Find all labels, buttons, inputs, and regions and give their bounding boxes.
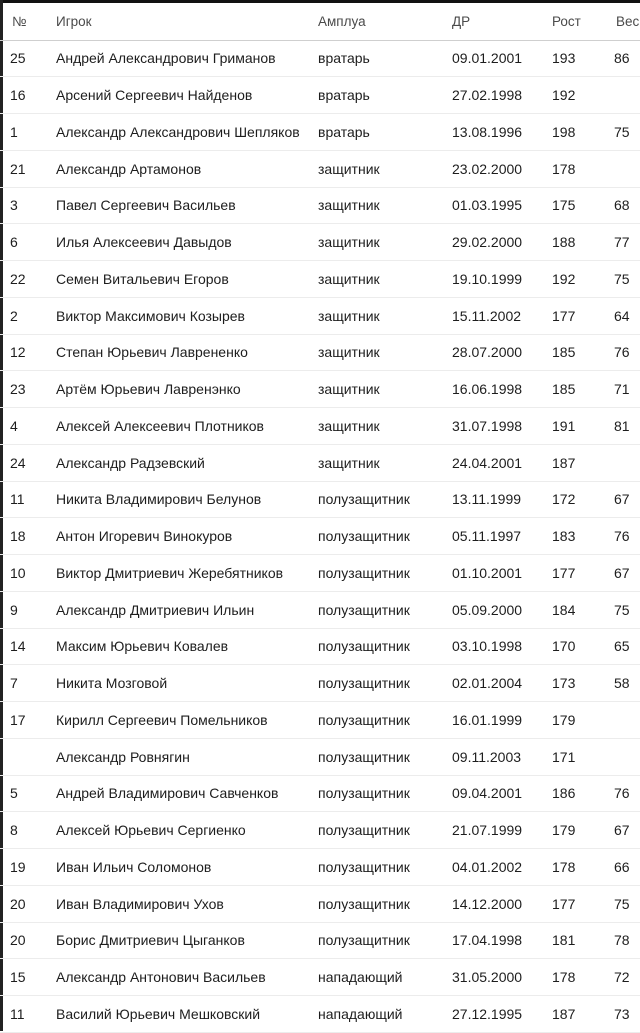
player-birth-date: 13.11.1999 xyxy=(452,481,552,518)
player-position: полузащитник xyxy=(318,555,452,592)
player-number: 14 xyxy=(0,628,56,665)
player-name: Александр Антонович Васильев xyxy=(56,959,318,996)
player-weight: 67 xyxy=(614,555,640,592)
table-row xyxy=(0,297,640,334)
player-weight xyxy=(614,150,640,187)
column-header-number: № xyxy=(0,3,56,40)
table-row xyxy=(0,775,640,812)
player-name: Иван Владимирович Ухов xyxy=(56,885,318,922)
table-row xyxy=(0,849,640,886)
player-position: полузащитник xyxy=(318,775,452,812)
player-birth-date: 29.02.2000 xyxy=(452,224,552,261)
player-name: Никита Мозговой xyxy=(56,665,318,702)
player-weight: 64 xyxy=(614,297,640,334)
table-row xyxy=(0,628,640,665)
player-birth-date: 16.01.1999 xyxy=(452,702,552,739)
player-name: Иван Ильич Соломонов xyxy=(56,849,318,886)
player-name: Арсений Сергеевич Найденов xyxy=(56,77,318,114)
player-name: Павел Сергеевич Васильев xyxy=(56,187,318,224)
player-number: 20 xyxy=(0,885,56,922)
player-height: 178 xyxy=(552,150,614,187)
player-birth-date: 28.07.2000 xyxy=(452,334,552,371)
player-birth-date: 21.07.1999 xyxy=(452,812,552,849)
player-height: 170 xyxy=(552,628,614,665)
player-position: полузащитник xyxy=(318,518,452,555)
player-birth-date: 01.10.2001 xyxy=(452,555,552,592)
column-header-birth-date: ДР xyxy=(452,3,552,40)
roster-table-body xyxy=(0,40,640,1032)
player-birth-date: 01.03.1995 xyxy=(452,187,552,224)
column-header-weight: Вес xyxy=(614,3,640,40)
player-height: 184 xyxy=(552,591,614,628)
player-number: 2 xyxy=(0,297,56,334)
player-name: Борис Дмитриевич Цыганков xyxy=(56,922,318,959)
player-number: 11 xyxy=(0,996,56,1033)
player-birth-date: 02.01.2004 xyxy=(452,665,552,702)
player-birth-date: 31.05.2000 xyxy=(452,959,552,996)
player-number: 6 xyxy=(0,224,56,261)
player-birth-date: 17.04.1998 xyxy=(452,922,552,959)
table-row xyxy=(0,481,640,518)
table-row xyxy=(0,114,640,151)
player-weight: 68 xyxy=(614,187,640,224)
player-position: нападающий xyxy=(318,959,452,996)
player-name: Андрей Александрович Гриманов xyxy=(56,40,318,77)
player-birth-date: 14.12.2000 xyxy=(452,885,552,922)
table-row xyxy=(0,371,640,408)
player-birth-date: 27.12.1995 xyxy=(452,996,552,1033)
player-number: 17 xyxy=(0,702,56,739)
table-row xyxy=(0,738,640,775)
player-name: Александр Радзевский xyxy=(56,444,318,481)
player-number: 10 xyxy=(0,555,56,592)
player-weight: 76 xyxy=(614,775,640,812)
player-position: вратарь xyxy=(318,40,452,77)
table-row xyxy=(0,150,640,187)
player-position: защитник xyxy=(318,334,452,371)
player-weight: 75 xyxy=(614,261,640,298)
player-weight: 67 xyxy=(614,481,640,518)
player-height: 179 xyxy=(552,702,614,739)
table-row xyxy=(0,518,640,555)
player-birth-date: 03.10.1998 xyxy=(452,628,552,665)
player-position: полузащитник xyxy=(318,665,452,702)
player-birth-date: 15.11.2002 xyxy=(452,297,552,334)
table-row xyxy=(0,959,640,996)
table-row xyxy=(0,334,640,371)
table-row xyxy=(0,922,640,959)
player-name: Александр Ровнягин xyxy=(56,738,318,775)
player-birth-date: 05.11.1997 xyxy=(452,518,552,555)
player-birth-date: 23.02.2000 xyxy=(452,150,552,187)
player-number: 22 xyxy=(0,261,56,298)
player-height: 181 xyxy=(552,922,614,959)
player-height: 177 xyxy=(552,555,614,592)
player-position: полузащитник xyxy=(318,628,452,665)
player-height: 185 xyxy=(552,371,614,408)
player-number: 4 xyxy=(0,408,56,445)
column-header-player: Игрок xyxy=(56,3,318,40)
player-birth-date: 09.04.2001 xyxy=(452,775,552,812)
player-name: Артём Юрьевич Лавренэнко xyxy=(56,371,318,408)
player-weight: 75 xyxy=(614,885,640,922)
player-height: 198 xyxy=(552,114,614,151)
player-position: полузащитник xyxy=(318,481,452,518)
player-name: Алексей Алексеевич Плотников xyxy=(56,408,318,445)
player-position: полузащитник xyxy=(318,922,452,959)
table-row xyxy=(0,812,640,849)
player-number: 23 xyxy=(0,371,56,408)
player-position: вратарь xyxy=(318,77,452,114)
player-number: 8 xyxy=(0,812,56,849)
player-height: 178 xyxy=(552,959,614,996)
player-position: вратарь xyxy=(318,114,452,151)
player-height: 193 xyxy=(552,40,614,77)
player-birth-date: 05.09.2000 xyxy=(452,591,552,628)
header-row xyxy=(0,3,640,40)
player-name: Андрей Владимирович Савченков xyxy=(56,775,318,812)
player-number xyxy=(0,738,56,775)
player-number: 16 xyxy=(0,77,56,114)
player-weight xyxy=(614,77,640,114)
player-birth-date: 27.02.1998 xyxy=(452,77,552,114)
table-row xyxy=(0,996,640,1033)
player-position: защитник xyxy=(318,444,452,481)
player-position: нападающий xyxy=(318,996,452,1033)
player-height: 187 xyxy=(552,996,614,1033)
player-height: 172 xyxy=(552,481,614,518)
player-number: 24 xyxy=(0,444,56,481)
player-weight: 76 xyxy=(614,518,640,555)
player-weight: 81 xyxy=(614,408,640,445)
player-name: Василий Юрьевич Мешковский xyxy=(56,996,318,1033)
table-row xyxy=(0,885,640,922)
player-weight: 67 xyxy=(614,812,640,849)
player-birth-date: 09.11.2003 xyxy=(452,738,552,775)
player-number: 15 xyxy=(0,959,56,996)
player-number: 11 xyxy=(0,481,56,518)
player-position: защитник xyxy=(318,408,452,445)
player-name: Илья Алексеевич Давыдов xyxy=(56,224,318,261)
roster-table xyxy=(0,3,640,1033)
player-position: защитник xyxy=(318,297,452,334)
table-row xyxy=(0,40,640,77)
player-name: Александр Артамонов xyxy=(56,150,318,187)
player-number: 19 xyxy=(0,849,56,886)
player-height: 173 xyxy=(552,665,614,702)
table-row xyxy=(0,224,640,261)
column-header-height: Рост xyxy=(552,3,614,40)
table-row xyxy=(0,261,640,298)
player-position: полузащитник xyxy=(318,702,452,739)
player-name: Виктор Максимович Козырев xyxy=(56,297,318,334)
player-name: Максим Юрьевич Ковалев xyxy=(56,628,318,665)
table-row xyxy=(0,591,640,628)
table-row xyxy=(0,702,640,739)
player-height: 177 xyxy=(552,885,614,922)
player-height: 177 xyxy=(552,297,614,334)
player-number: 3 xyxy=(0,187,56,224)
player-name: Алексей Юрьевич Сергиенко xyxy=(56,812,318,849)
player-position: полузащитник xyxy=(318,812,452,849)
player-weight xyxy=(614,738,640,775)
player-birth-date: 13.08.1996 xyxy=(452,114,552,151)
player-birth-date: 09.01.2001 xyxy=(452,40,552,77)
player-weight: 65 xyxy=(614,628,640,665)
player-number: 1 xyxy=(0,114,56,151)
player-name: Александр Александрович Шепляков xyxy=(56,114,318,151)
table-row xyxy=(0,444,640,481)
player-birth-date: 04.01.2002 xyxy=(452,849,552,886)
player-weight: 58 xyxy=(614,665,640,702)
player-position: полузащитник xyxy=(318,885,452,922)
player-position: полузащитник xyxy=(318,849,452,886)
player-weight: 86 xyxy=(614,40,640,77)
player-weight: 76 xyxy=(614,334,640,371)
player-height: 179 xyxy=(552,812,614,849)
player-height: 191 xyxy=(552,408,614,445)
player-position: полузащитник xyxy=(318,738,452,775)
player-name: Антон Игоревич Винокуров xyxy=(56,518,318,555)
player-number: 5 xyxy=(0,775,56,812)
player-name: Александр Дмитриевич Ильин xyxy=(56,591,318,628)
player-height: 187 xyxy=(552,444,614,481)
player-weight: 72 xyxy=(614,959,640,996)
player-position: защитник xyxy=(318,150,452,187)
player-weight: 75 xyxy=(614,591,640,628)
player-height: 188 xyxy=(552,224,614,261)
player-height: 171 xyxy=(552,738,614,775)
player-position: защитник xyxy=(318,224,452,261)
table-row xyxy=(0,77,640,114)
player-name: Никита Владимирович Белунов xyxy=(56,481,318,518)
player-birth-date: 31.07.1998 xyxy=(452,408,552,445)
player-position: защитник xyxy=(318,371,452,408)
player-height: 175 xyxy=(552,187,614,224)
roster-table-header xyxy=(0,3,640,40)
player-number: 9 xyxy=(0,591,56,628)
player-height: 192 xyxy=(552,77,614,114)
player-name: Виктор Дмитриевич Жеребятников xyxy=(56,555,318,592)
table-row xyxy=(0,408,640,445)
player-birth-date: 16.06.1998 xyxy=(452,371,552,408)
player-position: защитник xyxy=(318,187,452,224)
player-number: 7 xyxy=(0,665,56,702)
player-height: 186 xyxy=(552,775,614,812)
player-name: Семен Витальевич Егоров xyxy=(56,261,318,298)
player-position: полузащитник xyxy=(318,591,452,628)
player-height: 178 xyxy=(552,849,614,886)
table-row xyxy=(0,187,640,224)
player-height: 185 xyxy=(552,334,614,371)
player-weight: 71 xyxy=(614,371,640,408)
player-number: 12 xyxy=(0,334,56,371)
column-header-position: Амплуа xyxy=(318,3,452,40)
player-number: 21 xyxy=(0,150,56,187)
table-row xyxy=(0,665,640,702)
player-number: 20 xyxy=(0,922,56,959)
player-weight: 66 xyxy=(614,849,640,886)
table-row xyxy=(0,555,640,592)
player-weight: 75 xyxy=(614,114,640,151)
player-height: 192 xyxy=(552,261,614,298)
player-birth-date: 19.10.1999 xyxy=(452,261,552,298)
player-weight xyxy=(614,702,640,739)
player-birth-date: 24.04.2001 xyxy=(452,444,552,481)
player-weight: 73 xyxy=(614,996,640,1033)
player-name: Кирилл Сергеевич Помельников xyxy=(56,702,318,739)
player-height: 183 xyxy=(552,518,614,555)
player-weight: 78 xyxy=(614,922,640,959)
player-number: 18 xyxy=(0,518,56,555)
player-number: 25 xyxy=(0,40,56,77)
player-weight: 77 xyxy=(614,224,640,261)
player-position: защитник xyxy=(318,261,452,298)
player-weight xyxy=(614,444,640,481)
player-name: Степан Юрьевич Лаврененко xyxy=(56,334,318,371)
